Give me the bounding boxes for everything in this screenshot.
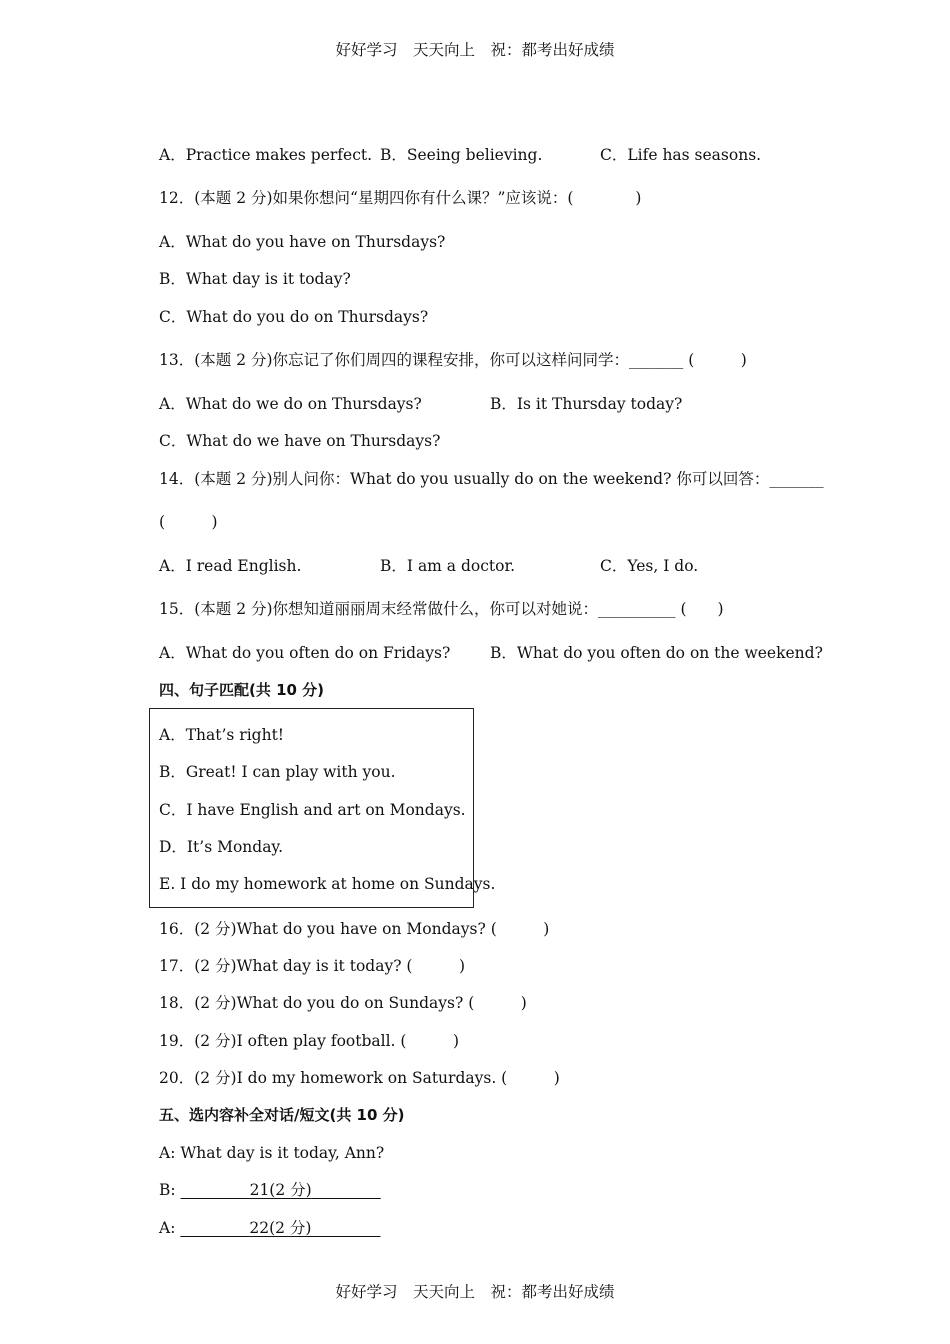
q12-stem: 12．(本题 2 分)如果你想问“星期四你有什么课？”应该说：( ) bbox=[159, 189, 642, 207]
q12-option-b: B．What day is it today? bbox=[159, 270, 351, 288]
question-20: 20．(2 分)I do my homework on Saturdays. ( ) bbox=[159, 1069, 560, 1087]
q14-option-a: A．I read English. bbox=[159, 557, 302, 575]
q11-option-a: A．Practice makes perfect. bbox=[159, 146, 373, 164]
question-16: 16．(2 分)What do you have on Mondays? ( ) bbox=[159, 920, 550, 938]
dialogue-line-a1: A: What day is it today, Ann? bbox=[159, 1144, 385, 1162]
page-footer: 好好学习 天天向上 祝：都考出好成绩 bbox=[335, 1283, 615, 1301]
q15-stem: 15．(本题 2 分)你想知道丽丽周末经常做什么，你可以对她说：__________ ( ) bbox=[159, 600, 724, 618]
blank-22: 22(2 分) bbox=[249, 1219, 312, 1237]
q13-option-c: C．What do we have on Thursdays? bbox=[159, 432, 441, 450]
blank-21: 21(2 分) bbox=[249, 1181, 312, 1199]
q13-option-a: A．What do we do on Thursdays? bbox=[159, 395, 422, 413]
q14-option-b: B．I am a doctor. bbox=[380, 557, 516, 575]
q15-option-b: B．What do you often do on the weekend? bbox=[490, 644, 823, 662]
match-option-b: B．Great! I can play with you. bbox=[159, 763, 396, 781]
speaker-a-label: A: bbox=[159, 1219, 181, 1237]
q14-stem: 14．(本题 2 分)别人问你：What do you usually do on the weekend? 你可以回答：_______ bbox=[159, 470, 824, 488]
question-18: 18．(2 分)What do you do on Sundays? ( ) bbox=[159, 994, 527, 1012]
speaker-b-label: B: bbox=[159, 1181, 181, 1199]
match-option-c: C．I have English and art on Mondays. bbox=[159, 801, 466, 819]
match-option-d: D．It’s Monday. bbox=[159, 838, 284, 856]
q13-stem: 13．(本题 2 分)你忘记了你们周四的课程安排，你可以这样问同学：_______ ( ) bbox=[159, 351, 747, 369]
section5-title: 五、选内容补全对话/短文(共 10 分) bbox=[159, 1106, 405, 1124]
match-option-e: E. I do my homework at home on Sundays. bbox=[159, 875, 496, 893]
section4-title: 四、句子匹配(共 10 分) bbox=[159, 681, 325, 699]
question-19: 19．(2 分)I often play football. ( ) bbox=[159, 1032, 459, 1050]
dialogue-line-a2 bbox=[159, 1218, 381, 1238]
q13-option-b: B．Is it Thursday today? bbox=[490, 395, 683, 413]
question-17: 17．(2 分)What day is it today? ( ) bbox=[159, 957, 466, 975]
dialogue-line-b1 bbox=[159, 1180, 381, 1200]
match-option-a: A．That’s right! bbox=[159, 726, 285, 744]
page-header: 好好学习 天天向上 祝：都考出好成绩 bbox=[335, 41, 615, 59]
q15-option-a: A．What do you often do on Fridays? bbox=[159, 644, 451, 662]
q12-option-c: C．What do you do on Thursdays? bbox=[159, 308, 429, 326]
q11-option-b: B．Seeing believing. bbox=[380, 146, 543, 164]
q12-option-a: A．What do you have on Thursdays? bbox=[159, 233, 446, 251]
q11-option-c: C．Life has seasons. bbox=[600, 146, 762, 164]
q14-option-c: C．Yes, I do. bbox=[600, 557, 699, 575]
q14-answer-bracket: ( ) bbox=[159, 513, 218, 531]
